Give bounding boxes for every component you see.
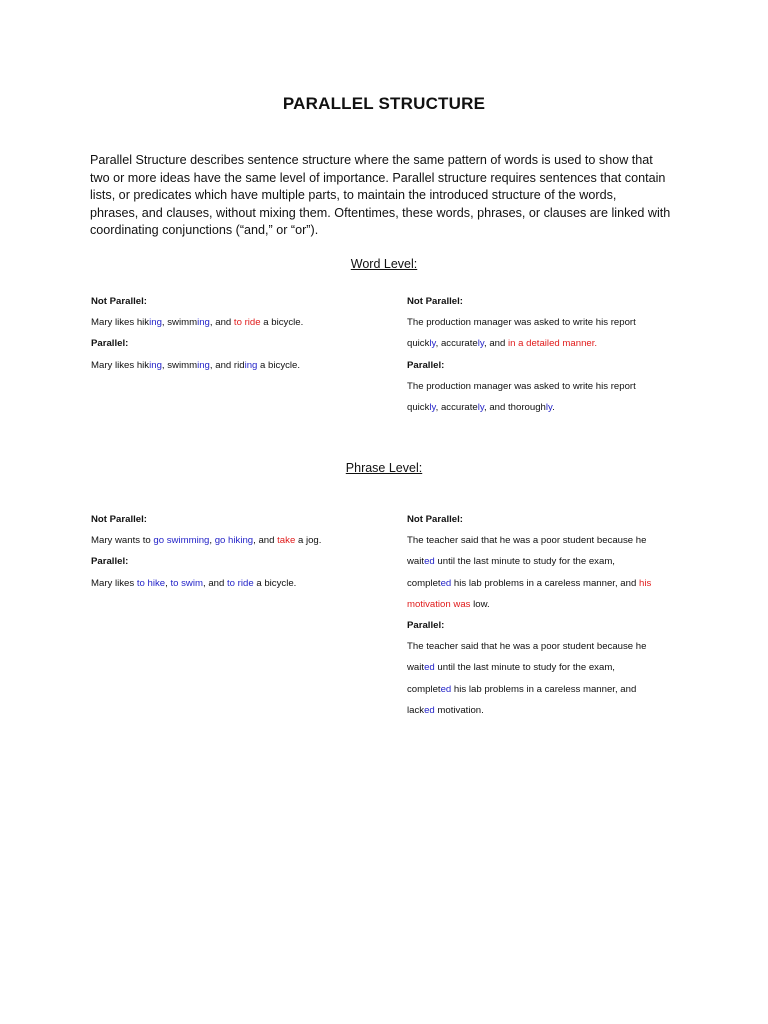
parallel-highlight: to ride [227,577,254,589]
nonparallel-highlight: his [638,577,652,589]
example-label [407,615,697,636]
sentence-text: low. [470,598,490,610]
parallel-highlight: ed [424,704,435,716]
label-text: Not Parallel: [91,296,147,307]
word-level-heading: Word Level: [350,257,418,271]
sentence-text: lack [407,704,425,716]
example-sentence-line [407,657,697,678]
sentence-text: his lab problems in a careless manner, and [451,683,637,695]
sentence-text: a bicycle. [253,577,297,589]
example-sentence-line [407,551,697,572]
example-sentence-line [407,594,697,615]
example-sentence-line [407,312,697,333]
sentence-text: The teacher said that he was a poor student because he [407,535,647,547]
sentence-text: a jog. [295,535,322,547]
example-sentence-line [407,636,697,657]
sentence-text: wait [407,556,425,568]
label-text: Not Parallel: [407,514,463,525]
intro-line: Parallel Structure describes sentence structure where the same pattern of words is used to show that [90,153,653,167]
parallel-highlight: go swimming [153,535,210,547]
example-sentence-line [407,333,697,354]
sentence-text: , and [209,317,234,329]
example-sentence-line [91,312,381,333]
parallel-highlight: ing [197,359,210,371]
intro-line: lists, or predicates which have multiple parts, to maintain the introduced structure of the words, [90,188,617,203]
sentence-text: motivation. [434,704,484,716]
example-label [407,355,697,376]
example-label [407,509,697,530]
sentence-text: a bicycle. [257,359,301,371]
parallel-highlight: ed [424,662,435,674]
label-text: Parallel: [91,338,129,350]
word-level-right-column [407,291,697,418]
parallel-highlight: ly [545,401,553,413]
parallel-highlight: ly [429,338,436,350]
sentence-text: until the last minute to study for the exam, [434,662,615,674]
sentence-text: a bicycle. [260,317,304,329]
label-text: Parallel: [407,359,445,371]
sentence-text: , swimm [161,317,198,329]
example-sentence-line [407,530,697,551]
sentence-text: complet [407,577,441,589]
sentence-text: The production manager was asked to write his report [407,317,636,329]
example-sentence-line [407,397,697,418]
intro-line: phrases, and clauses, without mixing them. Oftentimes, these words, phrases, or clauses are linked with [90,205,671,220]
example-sentence-line [407,573,697,594]
sentence-text: quick [407,338,430,350]
sentence-text: , and [483,338,508,350]
label-text: Not Parallel: [407,296,463,307]
nonparallel-highlight: to ride [233,317,261,329]
intro-paragraph [90,152,690,240]
parallel-highlight: ed [440,683,452,695]
sentence-text: , and [202,577,227,589]
example-label [91,551,381,572]
sentence-text: , accurate [435,401,478,413]
sentence-text: until the last minute to study for the exam, [434,556,615,568]
label-text: Parallel: [407,619,445,631]
parallel-highlight: ly [429,401,436,413]
example-sentence-line [91,573,381,594]
parallel-highlight: ed [440,577,452,589]
sentence-text: , and [253,535,278,547]
sentence-text: his lab problems in a careless manner, and [451,577,639,589]
nonparallel-highlight: take [277,535,296,547]
example-sentence-line [407,679,697,700]
parallel-highlight: go hiking [214,535,254,547]
sentence-text: , [165,577,171,589]
sentence-text: , swimm [161,359,198,371]
nonparallel-highlight: motivation was [407,598,471,610]
parallel-highlight: to swim [170,577,203,589]
sentence-text: , [209,535,215,547]
sentence-text: The teacher said that he was a poor student because he [407,641,647,653]
page-title: PARALLEL STRUCTURE [282,94,486,113]
word-level-left-column [91,291,381,376]
example-sentence-line [407,700,697,721]
parallel-highlight: ly [477,338,484,350]
parallel-highlight: ing [149,317,162,329]
sentence-text: , accurate [435,338,478,350]
sentence-text: The production manager was asked to write his report [407,380,636,392]
nonparallel-highlight: in a detailed manner. [508,338,598,350]
example-label [407,291,697,312]
parallel-highlight: ing [244,359,258,371]
sentence-text: complet [407,683,441,695]
parallel-highlight: ed [424,556,435,568]
example-sentence-line [91,530,381,551]
sentence-text: Mary wants to [91,535,154,547]
intro-line: two or more ideas have the same level of importance. Parallel structure requires sentences that contain [90,170,666,185]
sentence-text: , and thorough [483,401,546,413]
phrase-level-right-column [407,509,697,721]
example-label [91,333,381,354]
sentence-text: wait [407,662,425,674]
parallel-highlight: ly [477,401,484,413]
example-label [91,291,381,312]
label-text: Not Parallel: [91,514,147,525]
sentence-text: . [552,401,555,413]
intro-line: coordinating conjunctions (“and,” or “or”). [90,223,319,238]
label-text: Parallel: [91,556,129,568]
parallel-highlight: ing [197,317,210,329]
sentence-text: Mary likes hik [91,317,150,329]
sentence-text: , and rid [209,359,245,371]
parallel-highlight: to hike [136,577,166,589]
sentence-text: Mary likes hik [91,359,150,371]
parallel-highlight: ing [149,359,162,371]
phrase-level-heading: Phrase Level: [345,461,423,475]
example-sentence-line [407,376,697,397]
phrase-level-left-column [91,509,381,594]
sentence-text: quick [407,401,430,413]
example-label [91,509,381,530]
example-sentence-line [91,355,381,376]
sentence-text: Mary likes [91,577,137,589]
